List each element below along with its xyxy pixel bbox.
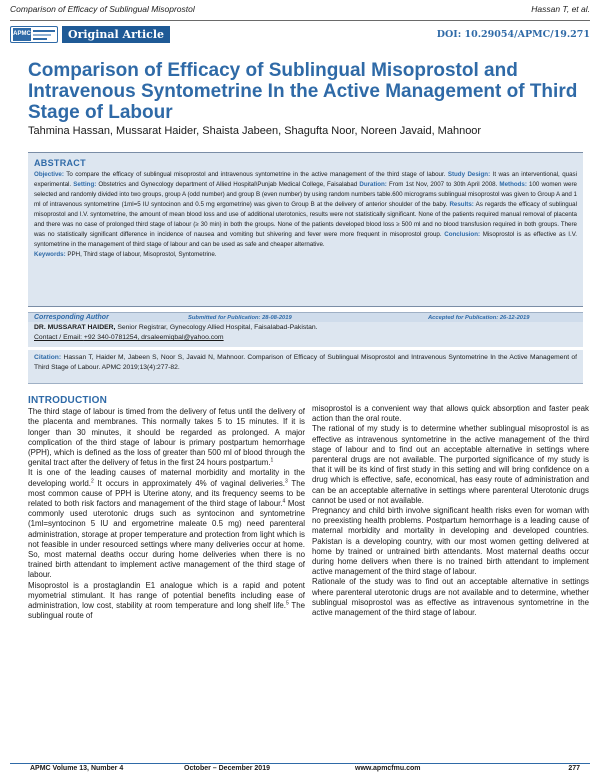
duration-label: Duration: xyxy=(359,181,387,188)
intro-paragraph: Pregnancy and child birth involve significant health risks even for woman with no preexisting health problems. Postpartum hemorrhage is a leading cause of maternal morbidity and mortality in developing and developed countries. Pakistan is a developing country, with our most women getting delivered at home by trained or untrained birth attendants. Most maternal deaths occur during home delivers when there is no trained birth attendant to implement active management of the third stage of labour. xyxy=(312,506,589,577)
page-number: 277 xyxy=(568,765,580,772)
corresponding-author-box xyxy=(28,312,583,347)
introduction-heading: INTRODUCTION xyxy=(28,395,108,406)
contact-email-link[interactable]: +92 340-0781254, drsaleemiqbal@yahoo.com xyxy=(83,334,224,341)
header-divider xyxy=(10,20,590,21)
journal-logo-text: APMC xyxy=(13,28,31,41)
corresponding-author-name: DR. MUSSARAT HAIDER, xyxy=(34,324,116,331)
page-footer xyxy=(10,765,590,775)
footer-website-link[interactable]: www.apmcfmu.com xyxy=(355,765,421,772)
results-text: As regards the efficacy of sublingual misoprostol and I.V. syntometrine, the amount of mean blood loss and use of additional uterotonics, results were not statistically significant. None of the patients required manual removal of placenta and there was no case of prolonged third stage of labour (≥ 30 min) in both the groups. None of the patients developed blood loss ≥ 500 ml and no blood transfusion required in both groups. There was no statistically significant difference in incidence of nausea and vomiting but shivering and fever were more frequent in misoprostol group. xyxy=(34,201,577,238)
study-design-label: Study Design: xyxy=(447,171,491,178)
intro-paragraph xyxy=(28,407,305,468)
intro-text: It occurs in approximately 4% of vaginal deliveries. xyxy=(93,478,285,488)
corresponding-author-position: Senior Registrar, Gynecology Allied Hospital, Faisalabad-Pakistan. xyxy=(115,324,318,331)
citation-box xyxy=(28,350,583,384)
conclusion-label: Conclusion: xyxy=(444,231,481,238)
keywords-label: Keywords: xyxy=(34,251,66,258)
duration-text: From 1st Nov, 2007 to 30th April 2008. xyxy=(386,181,500,188)
intro-paragraph xyxy=(28,581,305,622)
conclusion-text: Misoprostol is as effective as I.V. syntometrine in the management of third stage of labour and can be used as safe and cheaper alternative. xyxy=(34,231,577,248)
intro-text: Most commonly used uterotonic drugs such as syntocinon and syntometrine (1ml=syntocinon 5 IU and ergometrine maleate 0.5 mg) need parenteral administration, storage at proper temperature and protection from light which is not feasible in under resourced settings where many deliveries occur at home. So, most maternal deaths occur during home deliveries when there is no trained birth attendant to implement active management of the third stage of labour. xyxy=(28,499,305,580)
abstract-text xyxy=(34,170,577,260)
reference-mark: 4 xyxy=(282,498,286,505)
logo-bar xyxy=(33,30,55,32)
accepted-date: Accepted for Publication: 26-12-2019 xyxy=(428,315,530,321)
study-design-text: It was an interventional, quasi experimental. xyxy=(34,171,577,188)
doi-link[interactable]: DOI: 10.29054/APMC/19.271 xyxy=(436,29,590,40)
corresponding-author-contact xyxy=(34,334,224,341)
footer-period: October – December 2019 xyxy=(184,765,270,772)
intro-text: Misoprostol is a prostaglandin E1 analogue which is a rapid and potent myometrial stimulant. It has range of potential benefits including ease of administration, low cost, stability at room temperature and long shelf life. xyxy=(28,580,305,611)
footer-volume: APMC Volume 13, Number 4 xyxy=(30,765,124,772)
methods-text: 100 women were selected and randomly divided into two groups, group A (odd number) and group B (even number) by using random numbers table.600 micrograms sublingual misoprostol was given to Group A and 1 ml of intravenous syntometrine (1ml=5 IU syntocinon and 0.5 mg ergometrine) was given to Group B at the delivery of anterior shoulder of the baby. xyxy=(34,181,577,208)
reference-mark: 1 xyxy=(270,457,274,464)
author-list: Tahmina Hassan, Mussarat Haider, Shaista Jabeen, Shagufta Noor, Noreen Javaid, Mahnoor xyxy=(28,125,482,137)
citation-label: Citation: xyxy=(34,354,62,361)
abstract-box xyxy=(28,152,583,307)
reference-mark: 2 xyxy=(90,478,94,484)
footer-divider xyxy=(10,763,590,764)
submitted-date: Submitted for Publication: 28-08-2019 xyxy=(188,315,292,321)
corresponding-author-info xyxy=(34,324,318,331)
keywords-text: PPH, Third stage of labour, Misoprostol, Syntometrine. xyxy=(65,251,217,258)
intro-text: It is one of the leading causes of maternal morbidity and mortality in the developing world. xyxy=(28,468,305,488)
paper-title: Comparison of Efficacy of Sublingual Misoprostol and Intravenous Syntometrine In the Active Management of Third Stage of Labour xyxy=(28,60,578,123)
left-column xyxy=(28,396,305,621)
intro-paragraph xyxy=(28,468,305,580)
logo-bar xyxy=(33,38,47,40)
reference-mark: 3 xyxy=(285,478,288,484)
intro-text: The third stage of labour is timed from the delivery of fetus until the delivery of the placenta and membranes. This normally takes 5 to 15 minutes. If it is longer than 30 minutes, it should be regarded as prolonged. A major complication of the third stage of labour is primary postpartum hemorrhage (PPH), which is defined as the loss of greater than 500 ml of blood through the genital tract after the delivery of fetus in the first 24 hours postpartum. xyxy=(28,407,305,468)
citation-text: Hassan T, Haider M, Jabeen S, Noor S, Javaid N, Mahnoor. Comparison of Efficacy of Sublingual Misoprostol and Intravenous Syntometrine In the Active Management of Third Stage of Labour. APMC 2019;13(4):277-82. xyxy=(34,354,577,371)
setting-text: Obstetrics and Gynecology department of Allied Hospital\Punjab Medical College, Faisalabad xyxy=(96,181,360,188)
objective-text: To compare the efficacy of sublingual misoprostol and intravenous syntometrine in the active management of the third stage of labour. xyxy=(63,171,448,178)
running-head-title: Comparison of Efficacy of Sublingual Misoprostol xyxy=(10,4,195,14)
abstract-heading: ABSTRACT xyxy=(34,158,86,168)
intro-paragraph: The rational of my study is to determine whether sublingual misoprostol is as effective as intravenous syntometrine in the active management of the third stage of labour and to find out an acceptable alternative in settings where parenteral drugs are not available. The purported significance of my study is that it will be its kind of first study in this setting and will bring confidence on a drug which is effective, safe, economical, has easy route of administration and can be an acceptable alternative in settings where parenteral Uterotonic drugs cannot be used or not available. xyxy=(312,424,589,505)
corresponding-author-label: Corresponding Author xyxy=(34,314,109,321)
journal-logo xyxy=(10,26,58,43)
contact-prefix: Contact / Email: xyxy=(34,334,84,341)
intro-paragraph: misoprostol is a convenient way that allows quick absorption and faster peak action than the oral route. xyxy=(312,404,589,424)
running-head xyxy=(10,4,590,18)
setting-label: Setting: xyxy=(73,181,97,188)
intro-paragraph: Rationale of the study was to find out an acceptable alternative in settings where parenteral uterotonic drugs are not available and to determine, whether sublingual misoprostol was as effective as intravenous syntometrine in the active management of the third stage of labour. xyxy=(312,577,589,618)
article-badge-row xyxy=(10,24,590,46)
intro-text: The sublingual route of xyxy=(28,601,305,621)
right-column xyxy=(312,404,589,618)
methods-label: Methods: xyxy=(499,181,527,188)
intro-text: The most common cause of PPH is Uterine atony, and its frequency seems to be related to both risk factors and management of the third stage of labour. xyxy=(28,478,305,509)
objective-label: Objective: xyxy=(34,171,64,178)
reference-mark: 5 xyxy=(285,600,289,607)
running-head-authors: Hassan T, et al. xyxy=(531,4,590,14)
results-label: Results: xyxy=(449,201,474,208)
logo-bar xyxy=(33,34,51,36)
article-type-label: Original Article xyxy=(62,26,170,43)
corresponding-author-header xyxy=(28,313,583,322)
